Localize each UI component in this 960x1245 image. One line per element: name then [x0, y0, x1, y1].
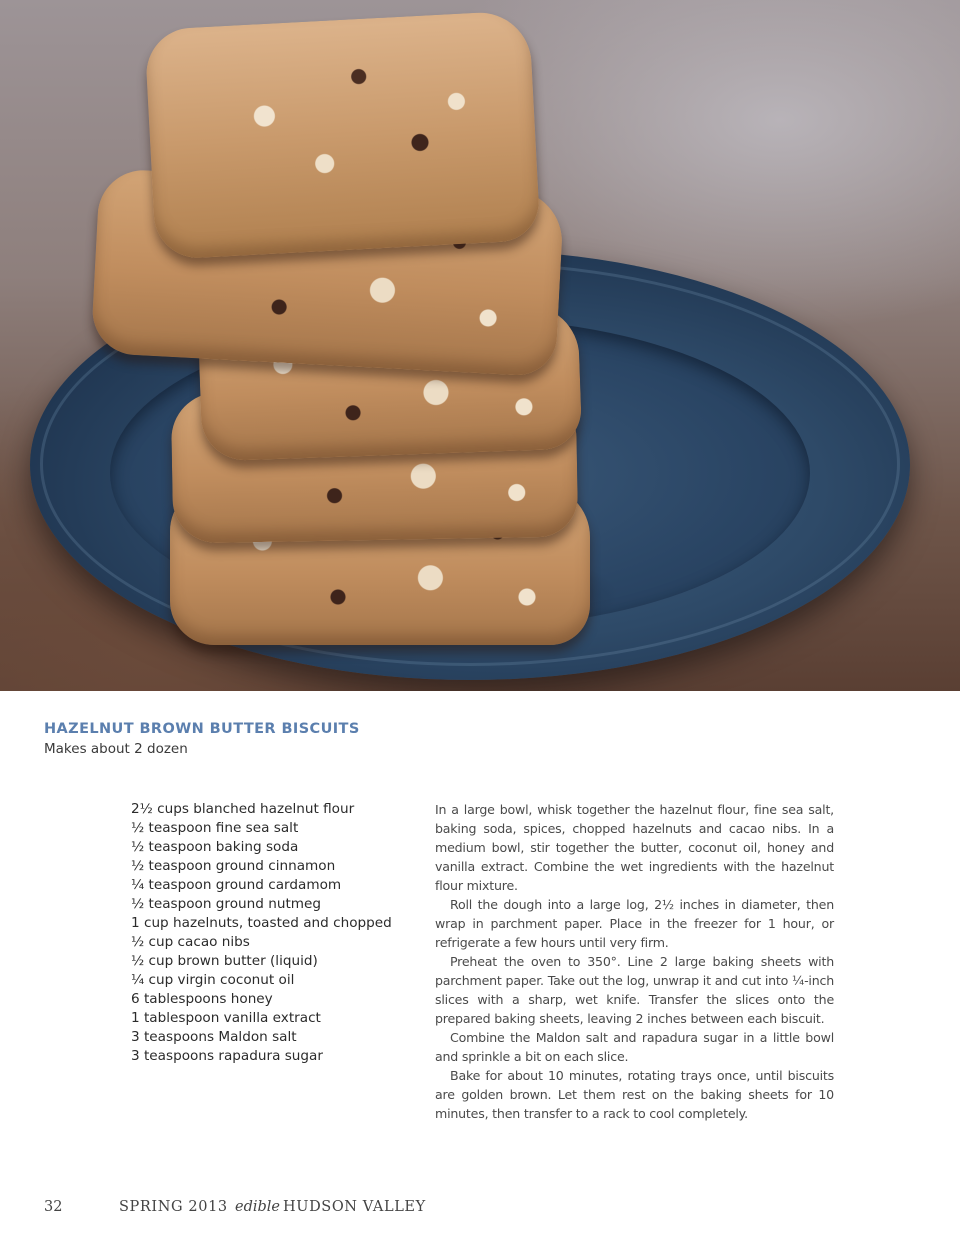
method-step: In a large bowl, whisk together the hazelnut flour, fine sea salt, baking soda, spices, chopped hazelnuts and cacao nibs. In a medium bowl, stir together the butter, coconut oil, honey and vanilla extract. Combine the wet ingredients with the hazelnut flour mixture.	[435, 802, 834, 893]
ingredient-item: ½ teaspoon fine sea salt	[131, 820, 299, 836]
method-step: Preheat the oven to 350°. Line 2 large baking sheets with parchment paper. Take out the log, unwrap it and cut into ¼-inch slices with a sharp, wet knife. Transfer the slices onto the prepared baking sheets, leaving 2 inches between each biscuit.	[435, 954, 834, 1026]
ingredient-item: ½ cup brown butter (liquid)	[131, 953, 318, 969]
ingredient-item: 2½ cups blanched hazelnut flour	[131, 801, 355, 817]
method-step: Combine the Maldon salt and rapadura sugar in a little bowl and sprinkle a bit on each slice.	[435, 1030, 834, 1064]
recipe-title: HAZELNUT BROWN BUTTER BISCUITS	[44, 721, 360, 737]
ingredient-item: ½ teaspoon baking soda	[131, 839, 299, 855]
ingredient-item: ½ teaspoon ground cinnamon	[131, 858, 336, 874]
method-instructions	[435, 800, 834, 1123]
ingredient-item: ¼ cup virgin coconut oil	[131, 972, 295, 988]
ingredient-item: ½ cup cacao nibs	[131, 934, 250, 950]
ingredient-item: 3 teaspoons Maldon salt	[131, 1029, 297, 1045]
ingredient-item: 3 teaspoons rapadura sugar	[131, 1048, 323, 1064]
ingredient-item: 1 cup hazelnuts, toasted and chopped	[131, 915, 392, 931]
method-step: Roll the dough into a large log, 2½ inches in diameter, then wrap in parchment paper. Place in the freezer for 1 hour, or refrigerate a few hours until very firm.	[435, 897, 834, 950]
ingredient-item: ¼ teaspoon ground cardamom	[131, 877, 342, 893]
issue-label: SPRING 2013	[119, 1199, 228, 1215]
ingredient-item: 1 tablespoon vanilla extract	[131, 1010, 321, 1026]
recipe-yield: Makes about 2 dozen	[44, 741, 188, 757]
biscuit	[144, 10, 541, 260]
magazine-brand-script: edible	[235, 1199, 281, 1215]
magazine-name: HUDSON VALLEY	[283, 1199, 426, 1215]
method-step: Bake for about 10 minutes, rotating trays once, until biscuits are golden brown. Let them rest on the baking sheets for 10 minutes, then transfer to a rack to cool completely.	[435, 1068, 834, 1121]
ingredient-item: ½ teaspoon ground nutmeg	[131, 896, 322, 912]
ingredients-list	[131, 800, 411, 1066]
ingredient-item: 6 tablespoons honey	[131, 991, 273, 1007]
page-number: 32	[44, 1199, 63, 1215]
